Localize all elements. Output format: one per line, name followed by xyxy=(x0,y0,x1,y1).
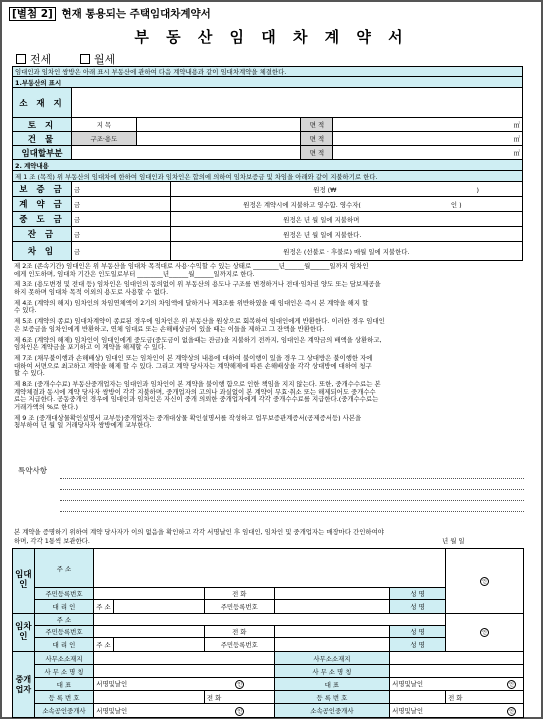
broker1-phone-field[interactable] xyxy=(204,691,274,704)
header-text: 현재 통용되는 주택임대차계약서 xyxy=(61,8,211,20)
lessor-agent-name-label: 성 명 xyxy=(390,600,446,614)
broker2-rep-label: 대 표 xyxy=(274,678,390,691)
rent-text: 원정은 (선불로 · 후불로) 매월 일에 지불한다. xyxy=(283,247,410,256)
clause-line: 제 2조 (존속기간) 임대인은 위 부동산을 임대차 목적대로 사용·수익할 수 있는 상태로 ________년______월______일까지 임차인 xyxy=(14,262,369,270)
intro-block xyxy=(12,66,523,88)
closing-text-2: 하며, 각각 1통씩 보관한다. xyxy=(14,537,90,545)
special-line[interactable] xyxy=(60,500,524,501)
broker2-rep-field[interactable] xyxy=(390,678,524,691)
balance-prefix: 금 xyxy=(71,227,170,242)
lessor-agent-label: 대 리 인 xyxy=(34,600,94,614)
broker2-agent-field[interactable] xyxy=(390,704,524,718)
clause1-text: 제 1 조 (목적) 위 부동산의 임대차에 한하여 임대인과 임차인은 합의에 의하여 임차보증금 및 차임을 아래와 같이 지불하기로 한다. xyxy=(13,171,523,182)
building-area-field[interactable] xyxy=(333,132,523,146)
clause-line: 하지 못하며 임대차 목적 이외의 용도로 사용할 수 없다. xyxy=(14,288,169,297)
seal-icon: 인 xyxy=(235,707,244,716)
property-table xyxy=(12,87,523,160)
clauses-block xyxy=(14,263,524,430)
broker2-office-addr-field[interactable] xyxy=(390,652,524,665)
checkbox-icon xyxy=(16,54,26,64)
section2-heading: 2. 계약내용 xyxy=(13,160,523,171)
broker2-agent-label: 소속공인중개사 xyxy=(274,704,390,718)
building-label: 건 물 xyxy=(13,132,72,146)
lease-part-label: 임대할부분 xyxy=(13,146,72,160)
lessor-agent-rrn-label: 주민등록번호 xyxy=(204,600,274,614)
interim-label: 중 도 금 xyxy=(13,212,72,227)
clause-line: 에게 인도하며, 임대차 기간은 인도일로부터 ________년______월______일까지로 한다. xyxy=(14,269,255,278)
special-line[interactable] xyxy=(60,511,524,512)
appendix-tag: [별첨 2] xyxy=(9,7,56,21)
lessor-agent-addr-label: 주 소 xyxy=(94,600,113,614)
broker2-office-name-field[interactable] xyxy=(390,665,524,678)
clause-line: 은 보증금을 임차인에게 반환하고, 연체 임대료 또는 손해배상금이 있을 때는 이들을 제하고 그 잔액을 반환한다. xyxy=(14,324,325,333)
lessee-seal[interactable] xyxy=(446,614,524,652)
lessor-label: 임대인 xyxy=(13,549,35,614)
lessee-agent-label: 대 리 인 xyxy=(34,638,94,652)
lessee-name-label: 성 명 xyxy=(390,626,446,638)
clause-line: 할 수 있다. xyxy=(14,369,45,378)
clause-line: 제 7조 (채무불이행과 손해배상) 임대인 또는 임차인이 본 계약상의 내용에 대하여 불이행이 있을 경우 그 상대방은 불이행한 자에 xyxy=(14,353,373,362)
clause-line: 임차인은 계약금을 포기하고 이 계약을 해제할 수 있다. xyxy=(14,343,167,352)
closing-text: 본 계약을 증명하기 위하여 계약 당사자가 이의 없음을 확인하고 각각 서명날인 후 임대인, 임차인 및 중개업자는 매장마다 간인하여야 xyxy=(14,528,384,536)
broker2-reg-label: 등 록 번 호 xyxy=(274,691,390,704)
unit-label: ㎡ xyxy=(513,135,520,143)
broker2-phone-label: 전 화 xyxy=(448,693,463,702)
building-structure-label: 구조·용도 xyxy=(71,132,136,146)
unit-label: ㎡ xyxy=(513,149,520,157)
balance-text: 원정은 년 월 일에 지불한다. xyxy=(283,230,362,239)
interim-field[interactable] xyxy=(171,212,523,227)
clause-line: 제 9 조 (중개대상물확인설명서 교부등)중개업자는 중개대상물 확인설명서를 작성하고 업무보증관계증서(공제증서등) 사본을 xyxy=(14,413,362,422)
broker-label: 중개업자 xyxy=(13,652,35,718)
deposit-field[interactable] xyxy=(171,182,523,197)
sign-seal-label: 서명및날인 xyxy=(392,680,424,688)
signing-date[interactable]: 년 월 일 xyxy=(442,537,465,545)
lessor-rrn-field[interactable] xyxy=(94,588,205,600)
rent-field[interactable] xyxy=(171,242,523,261)
wolse-label: 월세 xyxy=(94,53,116,66)
clause-line: 첨부하여 년 월 일 거래당사자 쌍방에게 교부한다. xyxy=(14,421,152,430)
lessee-phone-label: 전 화 xyxy=(204,626,274,638)
seal-icon: 인 xyxy=(507,680,516,689)
interim-prefix: 금 xyxy=(71,212,170,227)
sign-seal-label: 서명및날인 xyxy=(96,706,128,715)
broker1-agent-label: 소속공인중개사 xyxy=(34,704,94,718)
broker1-office-addr-label: 사무소소재지 xyxy=(34,652,94,665)
section1-heading: 1.부동산의 표시 xyxy=(13,77,523,88)
building-structure-field[interactable] xyxy=(136,132,301,146)
jeonse-label: 전세 xyxy=(30,53,52,66)
balance-label: 잔 금 xyxy=(13,227,72,242)
intro-text: 임대인과 임차인 쌍방은 아래 표시 부동산에 관하여 다음 계약내용과 같이 임대차계약을 체결한다. xyxy=(13,67,523,77)
broker2-office-addr-label: 사무소소재지 xyxy=(274,652,390,665)
broker1-agent-field[interactable] xyxy=(94,704,274,718)
clause-line: 료는 지급한다. 공동중개인 경우에 임대인과 임차인은 자신이 중개 의뢰한 중개업자에게 각각 중개수수료를 지급한다.(중개수수료는 xyxy=(14,395,379,404)
broker2-office-name-label: 사 무 소 명 칭 xyxy=(274,665,390,678)
rent-prefix: 금 xyxy=(71,242,170,261)
down-payment-text: 원정은 계약시에 지불하고 영수함. 영수자( xyxy=(243,200,361,209)
lessee-label: 임차인 xyxy=(13,614,35,652)
wolse-checkbox[interactable] xyxy=(80,51,115,67)
lessor-phone-field[interactable] xyxy=(274,588,390,600)
lessor-agent-rrn-field[interactable] xyxy=(274,600,390,614)
lessee-address-field[interactable] xyxy=(94,614,446,626)
payment-table xyxy=(12,181,523,261)
lessor-address-field[interactable] xyxy=(94,549,446,588)
deposit-prefix: 금 xyxy=(71,182,170,197)
checkbox-icon xyxy=(80,54,90,64)
broker2-phone-field[interactable] xyxy=(446,691,524,704)
broker1-office-name-label: 사 무 소 명 칭 xyxy=(34,665,94,678)
land-area-label: 면 적 xyxy=(301,118,333,132)
lease-part-field[interactable] xyxy=(71,146,300,160)
lessee-agent-addr-field[interactable] xyxy=(113,638,204,652)
unit-label: ㎡ xyxy=(513,121,520,129)
sign-seal-label: 서명및날인 xyxy=(392,706,424,715)
lessee-agent-addr-label: 주 소 xyxy=(94,638,113,652)
lessor-phone-label: 전 화 xyxy=(204,588,274,600)
rent-label: 차 임 xyxy=(13,242,72,261)
deposit-text: 원정 (₩ xyxy=(313,185,337,194)
deposit-end: ) xyxy=(476,185,479,194)
down-payment-field[interactable] xyxy=(171,197,523,212)
special-terms-label: 특약사항 xyxy=(18,466,47,475)
lessor-seal[interactable] xyxy=(446,549,524,614)
seal-icon: 인 xyxy=(480,628,489,637)
clause-line: 제 4조 (계약의 해지) 임차인의 차임연체액이 2기의 차임액에 달하거나 제3조를 위반하였을 때 임대인은 즉시 본 계약을 해지 할 xyxy=(14,298,369,307)
land-category-label: 지 목 xyxy=(71,118,136,132)
clause-line: 거래가액의 %로 한다.) xyxy=(14,403,79,411)
lessee-agent-name-label: 성 명 xyxy=(390,638,446,652)
interim-text: 원정은 년 월 일에 지불하며 xyxy=(283,215,360,224)
balance-field[interactable] xyxy=(171,227,523,242)
building-area-label: 면 적 xyxy=(301,132,333,146)
parties-table xyxy=(12,548,524,718)
clause-line: 제 6조 (계약의 해제) 임차인이 임대인에게 중도금(중도금이 없을때는 잔금)을 지불하기 전까지, 임대인은 계약금의 배액을 상환하고, xyxy=(14,335,382,344)
document-header xyxy=(9,6,211,21)
land-category-field[interactable] xyxy=(136,118,301,132)
broker1-rep-label: 대 표 xyxy=(34,678,94,691)
broker1-reg-field[interactable] xyxy=(94,691,205,704)
clause-line: 제 5조 (계약의 종료) 임대차계약이 종료된 경우에 임차인은 위 부동산을 원상으로 회복하여 임대인에게 반환한다. 이러한 경우 임대인 xyxy=(14,317,385,326)
lease-area-field[interactable] xyxy=(333,146,523,160)
lessee-rrn-label: 주민등록번호 xyxy=(34,626,94,638)
clause-line: 수 있다. xyxy=(14,306,37,315)
jeonse-checkbox[interactable] xyxy=(16,51,51,67)
sign-seal-label: 서명및날인 xyxy=(96,680,128,688)
lessor-agent-addr-field[interactable] xyxy=(113,600,204,614)
down-payment-label: 계 약 금 xyxy=(13,197,72,212)
broker1-office-name-field[interactable] xyxy=(94,665,274,678)
document-title: 부 동 산 임 대 차 계 약 서 xyxy=(134,28,409,46)
land-label: 토 지 xyxy=(13,118,72,132)
lessor-address-label: 주 소 xyxy=(34,549,94,588)
deposit-label: 보 증 금 xyxy=(13,182,72,197)
clause-line: 대하여 서면으로 최고하고 계약을 해제 할 수 있다. 그리고 계약 당사자는 계약해제에 따른 손해배상을 각각 상대방에 대하여 청구 xyxy=(14,361,372,370)
special-line[interactable] xyxy=(60,489,524,490)
down-payment-prefix: 금 xyxy=(71,197,170,212)
lessee-address-label: 주 소 xyxy=(34,614,94,626)
section2-block xyxy=(12,159,523,182)
broker1-reg-label: 등 록 번 호 xyxy=(34,691,94,704)
lessor-rrn-label: 주민등록번호 xyxy=(34,588,94,600)
land-area-field[interactable] xyxy=(333,118,523,132)
clause-line: 제 8조 (중개수수료) 부동산중개업자는 임대인과 임차인이 본 계약을 불이행 함으로 인한 책임을 지지 않는다. 또한, 중개수수료는 본 xyxy=(14,379,381,388)
clause-line: 계약체결과 동시에 계약 당사자 쌍방이 각각 지불하며, 중개업자의 고의나 과실없이 본 계약이 무효·취소 또는 해제되어도 중개수수 xyxy=(14,387,376,396)
lessee-phone-field[interactable] xyxy=(274,626,390,638)
seal-icon: 인 xyxy=(480,577,489,586)
lessor-name-label: 성 명 xyxy=(390,588,446,600)
down-payment-end: 인 ) xyxy=(450,200,462,209)
special-line[interactable] xyxy=(60,478,524,479)
clause-line: 제 3조 (용도변경 및 전대 등) 임차인은 임대인의 동의없이 위 부동산의 용도나 구조를 변경하거나 전대·임차권 양도 또는 담보제공을 xyxy=(14,280,381,289)
location-label: 소 재 지 xyxy=(13,88,72,118)
broker1-rep-field[interactable] xyxy=(94,678,274,691)
location-field[interactable] xyxy=(71,88,522,118)
lessee-agent-rrn-label: 주민등록번호 xyxy=(204,638,274,652)
lessee-agent-rrn-field[interactable] xyxy=(274,638,390,652)
seal-icon: 인 xyxy=(235,680,244,689)
lessee-rrn-field[interactable] xyxy=(94,626,205,638)
broker1-office-addr-field[interactable] xyxy=(94,652,274,665)
seal-icon: 인 xyxy=(507,707,516,716)
broker2-reg-field[interactable] xyxy=(390,691,446,704)
lease-area-label: 면 적 xyxy=(301,146,333,160)
broker1-phone-label: 전 화 xyxy=(206,693,222,702)
